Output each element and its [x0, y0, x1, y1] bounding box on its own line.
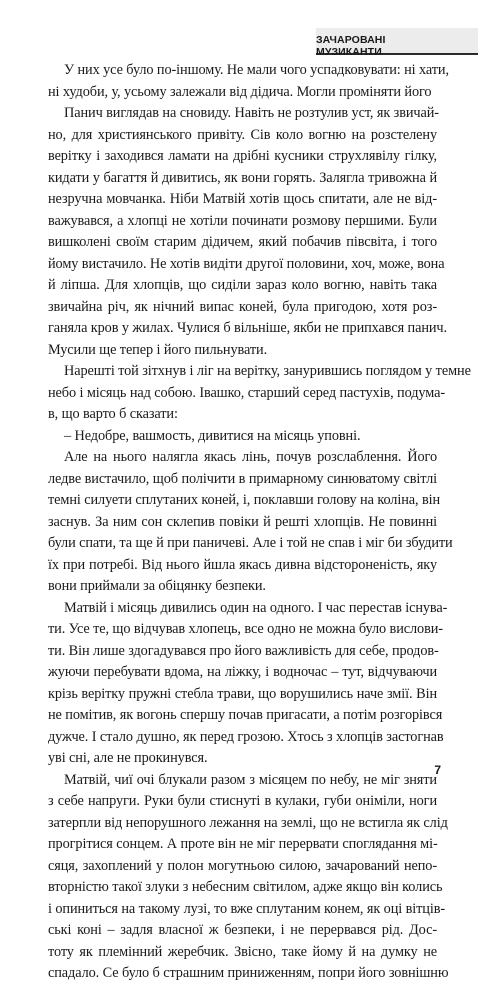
text-line: заснув. За ним сон склепив повіки й решті хлопців. Не повинні: [48, 513, 437, 530]
text-line: Матвій і місяць дивились один на одного. І час перестав існува-: [64, 599, 448, 616]
text-line: ські коні – задля власної ж безпеки, і не перервався рід. Дос-: [48, 922, 437, 938]
page-number: 7: [434, 763, 441, 777]
text-line: ти. Усе те, що відчував хлопець, все одно не можна було вислови-: [48, 621, 443, 637]
text-line: були спати, та ще й при паничеві. Але і той не спав і міг би збудити: [48, 535, 453, 551]
text-line: но, для християнського привіту. Сів коло вогню на розстелену: [48, 126, 437, 143]
text-line: важувався, а хлопці не хотіли починати розмову першими. Були: [48, 212, 437, 229]
text-line: не помітив, як вогонь спершу почав пригасати, а потім розгорівся: [48, 707, 443, 723]
text-line: незручна мовчанка. Ніби Матвій хотів щось спитати, але не від-: [48, 191, 437, 207]
paragraph: [48, 60, 449, 103]
text-line: ти. Він лише здогадувався про його важливість для себе, продов-: [48, 642, 439, 659]
text-line: верітку і заходився ламати на дрібні кусники струхлявілу гілку,: [48, 148, 437, 164]
text-line: Матвій, чиї очі блукали разом з місяцем по небу, не міг зняти: [64, 771, 437, 788]
text-line: Але на нього налягла якась лінь, почув розслаблення. Його: [64, 449, 437, 465]
text-line: з себе напруги. Руки були стиснуті в кулаки, губи оніміли, ноги: [48, 793, 437, 809]
text-line: кидати у багаття й дивитись, як вони горять. Залягла тривожна й: [48, 169, 437, 186]
text-line: У них усе було по-іншому. Не мали чого успадковувати: ні хати,: [64, 62, 449, 78]
paragraph: [48, 103, 448, 361]
text-line: і опиниться на такому лузі, то вже сплутаним конем, як оці вітців-: [48, 900, 446, 917]
paragraph: [48, 598, 448, 770]
text-line: жуючи перебувати вдома, на ліжку, і водночас – тут, відчуваючи: [48, 664, 437, 680]
text-line: затерпли від непорушного лежання на землі, що не встигла як слід: [48, 814, 448, 831]
text-line: їх при потребі. Від нього йшла якась дивна відстороненість, яку: [48, 556, 437, 573]
text-line: ганяла кров у жилах. Чулися б вільніше, якби не припхався панич.: [48, 320, 448, 336]
text-line: уві сні, але не прокинувся.: [48, 750, 208, 766]
text-line: – Недобре, вашмость, дивитися на місяць уповні.: [64, 427, 361, 444]
text-line: тоту як племінний жеребчик. Звісно, таке йому й на думку не: [48, 943, 437, 960]
paragraph: [48, 361, 471, 426]
text-line: сяця, захоплений у полон могутньою силою, зачарований непо-: [48, 857, 437, 874]
text-line: Мусили ще тепер і його пильнувати.: [48, 341, 268, 358]
text-line: вишколені своїм старим дідичем, який побачив півсвіта, і того: [48, 234, 437, 250]
running-header-bar: [316, 28, 478, 58]
text-line: дужче. І стало душно, як перед грозою. Хтось з хлопців застогнав: [48, 728, 444, 745]
paragraph: [48, 426, 437, 448]
text-line: темні силуети сплутаних коней, і, поклавши голову на коліна, він: [48, 492, 441, 508]
text-line: Нарешті той зітхнув і ліг на верітку, занурившись поглядом у темне: [64, 363, 471, 379]
text-line: спадало. Се було б страшним приниженням, попри його зовнішню: [48, 965, 449, 981]
body-text: [48, 60, 471, 985]
text-line: Панич виглядав на сновиду. Навіть не розтулив уст, як звичай-: [64, 105, 439, 121]
text-line: ледве вистачило, щоб полічити в примарному синюватому світлі: [48, 470, 437, 487]
paragraph: [48, 447, 453, 598]
text-line: йому вистачило. Не хотів видіти другої половини, хоч, може, вона: [48, 255, 445, 272]
text-line: вторністю такої злуки з небесним світилом, адже якщо він колись: [48, 879, 443, 895]
text-line: й ліпша. Для хлопців, що сиділи зараз коло вогню, навіть така: [48, 277, 437, 293]
paragraph: [48, 770, 449, 985]
text-line: в, що варто б сказати:: [48, 406, 178, 422]
text-line: небо і місяць над собою. Івашко, старший серед пастухів, подума-: [48, 384, 446, 401]
text-line: вони приймали за обіцянку безпеки.: [48, 578, 266, 594]
running-header: ЗАЧАРОВАНІ МУЗИКАНТИ: [316, 34, 386, 58]
text-line: ні худоби, у, усьому залежали від дідича. Могли проміняти його: [48, 83, 432, 100]
text-line: звичайна річ, як нічний випас коней, була пригодою, хотя роз-: [48, 298, 437, 315]
text-line: крізь верітку пружні стебла трави, що ворушились наче змії. Він: [48, 685, 437, 702]
text-line: прогрітися сонцем. А проте він не міг перервати споглядання мі-: [48, 836, 438, 852]
